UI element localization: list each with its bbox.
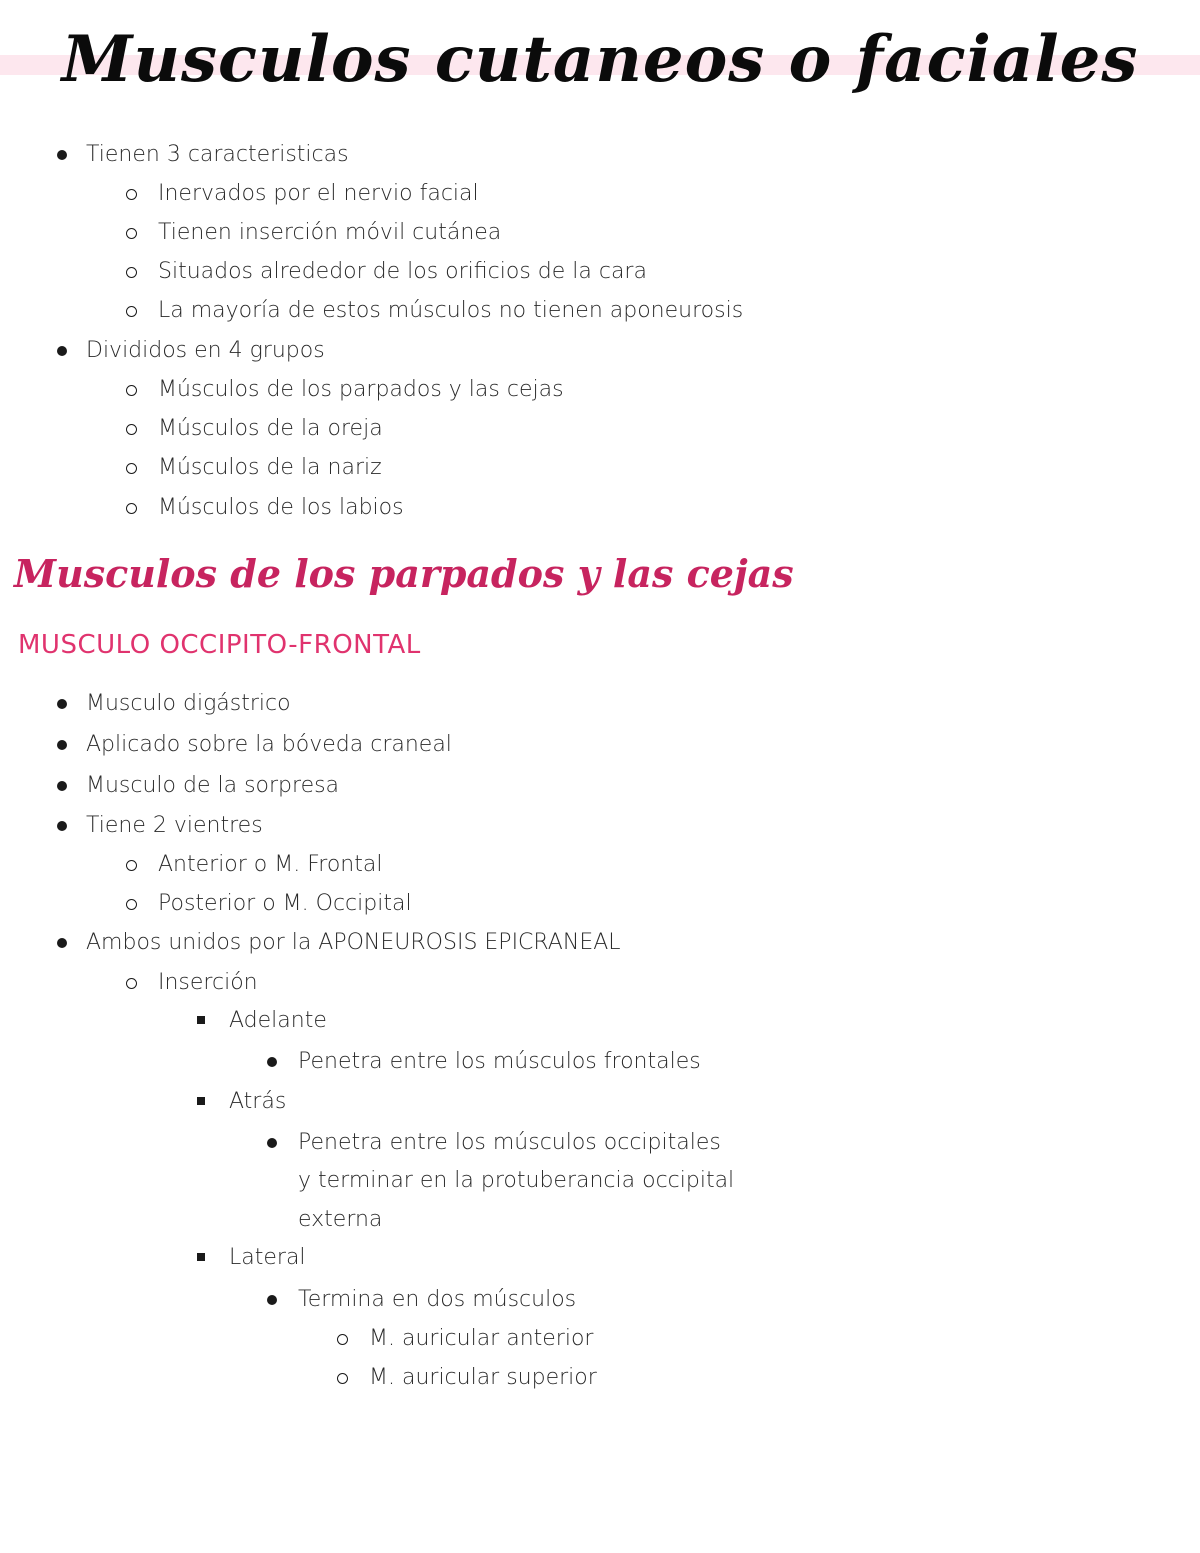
list-item: Músculos de los labios [158, 495, 404, 520]
list-item: Músculos de la nariz [158, 455, 382, 480]
list-item: Aplicado sobre la bóveda craneal [86, 732, 452, 757]
bullet-circle [126, 978, 137, 989]
list-item: Penetra entre los músculos frontales [298, 1049, 701, 1074]
list-item-continuation: externa [298, 1207, 383, 1232]
list-item: Tienen inserción móvil cutánea [158, 220, 502, 245]
bullet-dot [57, 821, 67, 831]
section-heading: Musculos de los parpados y las cejas [14, 551, 794, 596]
bullet-circle [126, 228, 137, 239]
page-title: Musculos cutaneos o faciales [61, 22, 1139, 97]
bullet-dot [57, 346, 67, 356]
list-item: M. auricular anterior [369, 1326, 594, 1351]
list-item: Termina en dos músculos [298, 1287, 577, 1312]
list-item: Tienen 3 caracteristicas [86, 142, 349, 167]
bullet-dot [267, 1138, 277, 1148]
bullet-square [197, 1097, 205, 1105]
bullet-square [197, 1253, 205, 1261]
list-item: Atrás [229, 1089, 287, 1114]
bullet-circle [126, 306, 137, 317]
bullet-dot [267, 1295, 277, 1305]
bullet-square [197, 1016, 205, 1024]
bullet-circle [126, 267, 137, 278]
list-item: Musculo de la sorpresa [86, 773, 340, 798]
bullet-dot [267, 1057, 277, 1067]
list-item: Ambos unidos por la APONEUROSIS EPICRANEAL [86, 930, 621, 955]
list-item: Anterior o M. Frontal [158, 852, 383, 877]
bullet-dot [57, 781, 67, 791]
bullet-circle [126, 860, 137, 871]
list-item: Inserción [158, 970, 258, 995]
bullet-circle [126, 503, 137, 514]
bullet-dot [57, 699, 67, 709]
bullet-dot [57, 740, 67, 750]
list-item: Músculos de la oreja [158, 416, 383, 441]
bullet-circle [126, 424, 137, 435]
list-item: Musculo digástrico [86, 691, 291, 716]
list-item: Posterior o M. Occipital [158, 891, 412, 916]
bullet-circle [126, 385, 137, 396]
sub-heading: MUSCULO OCCIPITO-FRONTAL [18, 630, 421, 660]
bullet-dot [57, 150, 67, 160]
list-item: Situados alrededor de los orificios de la cara [158, 259, 647, 284]
list-item: Inervados por el nervio facial [158, 181, 479, 206]
bullet-circle [337, 1373, 348, 1384]
list-item: Divididos en 4 grupos [86, 338, 325, 363]
list-item: Penetra entre los músculos occipitales [298, 1130, 721, 1155]
list-item: Tiene 2 vientres [86, 813, 263, 838]
list-item: La mayoría de estos músculos no tienen aponeurosis [158, 298, 744, 323]
bullet-circle [126, 899, 137, 910]
bullet-circle [126, 463, 137, 474]
bullet-dot [57, 938, 67, 948]
list-item: M. auricular superior [369, 1365, 597, 1390]
list-item: Músculos de los parpados y las cejas [158, 377, 564, 402]
bullet-circle [126, 189, 137, 200]
list-item: Adelante [229, 1008, 327, 1033]
list-item-continuation: y terminar en la protuberancia occipital [298, 1168, 735, 1193]
list-item: Lateral [229, 1245, 306, 1270]
bullet-circle [337, 1334, 348, 1345]
